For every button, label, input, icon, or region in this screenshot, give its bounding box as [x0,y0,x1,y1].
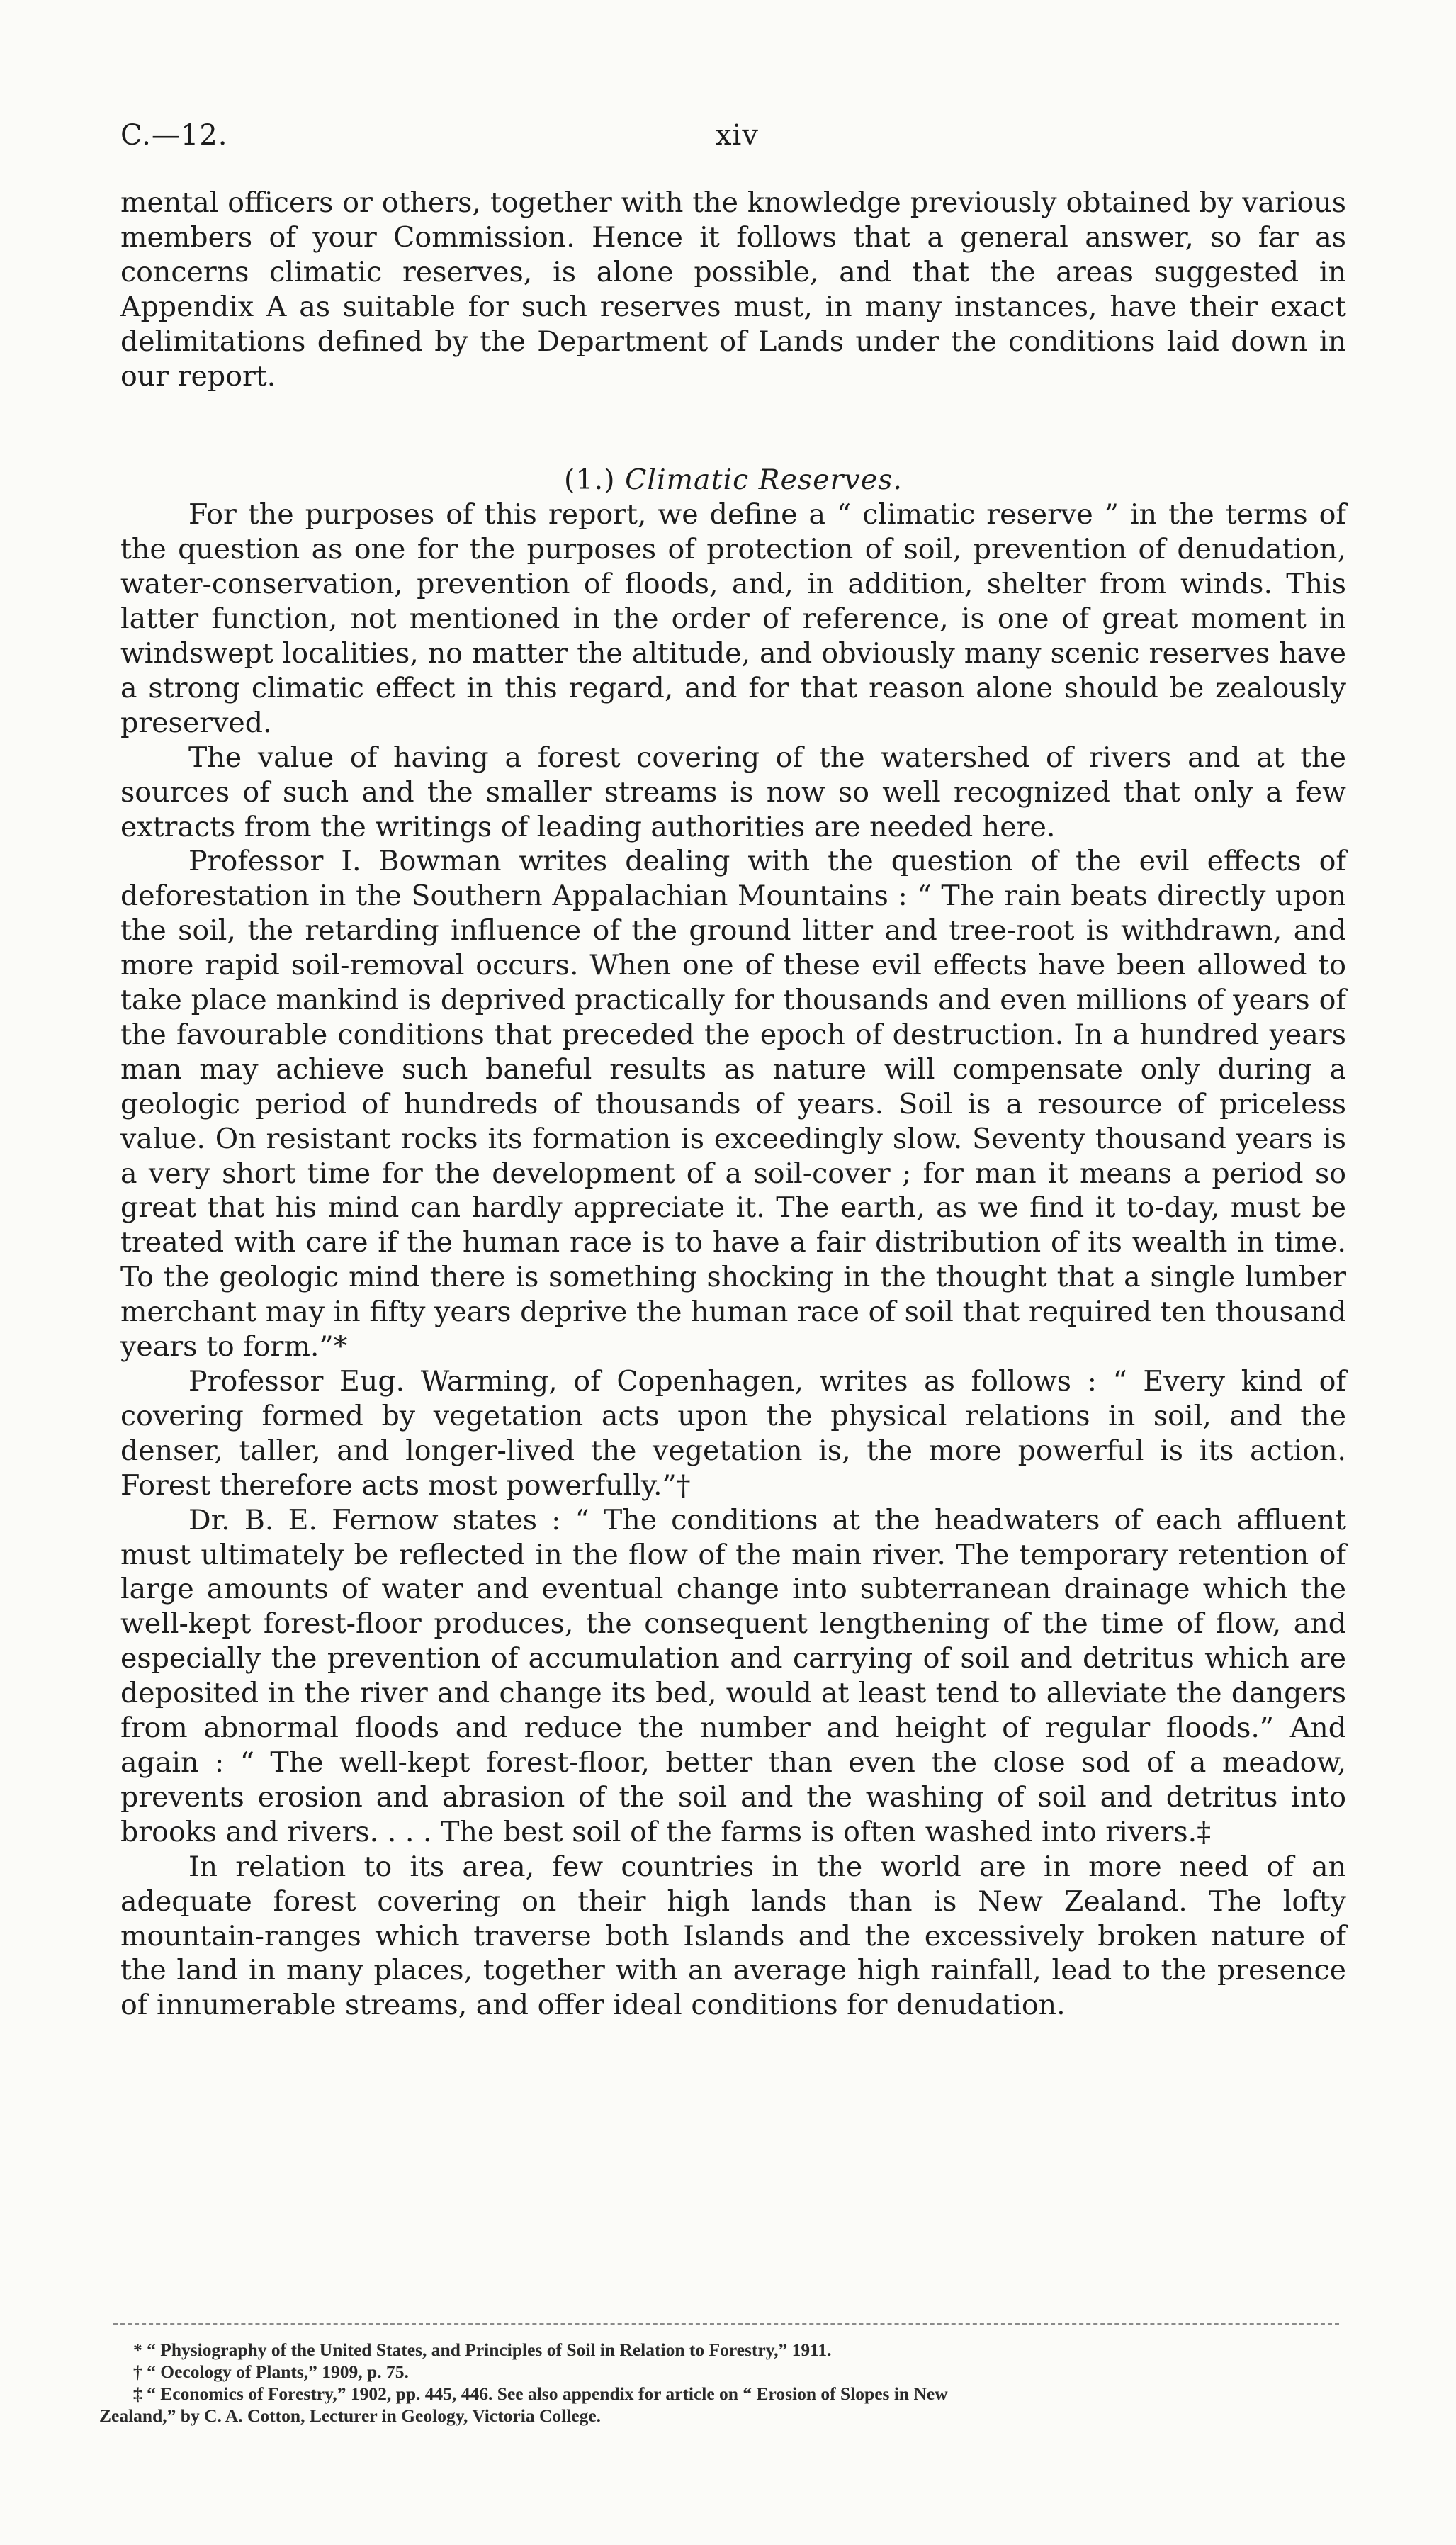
page-number: xiv [716,119,759,152]
footnote-divider [113,2323,1339,2325]
document-id: C.—12. [120,119,228,152]
page-header [120,119,1346,162]
footnote-3: ‡ “ Economics of Forestry,” 1902, pp. 445, 446. See also appendix for article on “ Erosion of Slopes in New [133,2383,948,2404]
footnote-1: * “ Physiography of the United States, and Principles of Soil in Relation to Forestry,” 1911. [133,2339,832,2360]
paragraph-value: The value of having a forest covering of the watershed of rivers and at the sources of such and the smaller streams is now so well recognized that only a few extracts from the writings of leading authorities are needed here. [120,741,1346,843]
section-title: Climatic Reserves. [625,464,903,497]
paragraph-warming-quote: Professor Eug. Warming, of Copenhagen, writes as follows : “ Every kind of covering formed by vegetation acts upon the physical relations in soil, and the denser, taller, and longer-lived the vegetation is, the more powerful is its action. Forest therefore acts most powerfully.”† [120,1365,1346,1502]
footnotes [99,2339,1346,2427]
paragraph-fernow-quote: Dr. B. E. Fernow states : “ The conditions at the headwaters of each affluent must ultimately be reflected in the flow of the main river. The temporary retention of large amounts of water and eventual change into subterranean drainage which the well-kept forest-floor produces, the consequent lengthening of the time of flow, and especially the prevention of accumulation and carrying of soil and detritus which are deposited in the river and change its bed, would at least tend to alleviate the dangers from abnormal floods and reduce the number and height of regular floods.” And again : “ The well-kept forest-floor, better than even the close sod of a meadow, prevents erosion and abrasion of the soil and the washing of soil and detritus into brooks and rivers. . . . The best soil of the farms is often washed into rivers.‡ [120,1503,1346,1848]
paragraph-bowman-quote: Professor I. Bowman writes dealing with the question of the evil effects of deforestation in the Southern Appalachian Mountains : “ The rain beats directly upon the soil, the retarding influence of the ground litter and tree-root is withdrawn, and more rapid soil-removal occurs. When one of these evil effects have been allowed to take place mankind is deprived practically for thousands and even millions of years of the favourable conditions that preceded the epoch of destruction. In a hundred years man may achieve such baneful results as nature will compensate only during a geologic period of hundreds of thousands of years. Soil is a resource of priceless value. On resistant rocks its formation is exceedingly slow. Seventy thousand years is a very short time for the development of a soil-cover ; for man it means a period so great that his mind can hardly appreciate it. The earth, as we find it to-day, must be treated with care if the human race is to have a fair distribution of its wealth in time. To the geologic mind there is something shocking in the thought that a single lumber merchant may in fifty years deprive the human race of soil that required ten thousand years to form.”* [120,845,1346,1364]
paragraph-definition: For the purposes of this report, we define a “ climatic reserve ” in the terms of the question as one for the purposes of protection of soil, prevention of denudation, water-conservation, prevention of floods, and, in addition, shelter from winds. This latter function, not mentioned in the order of reference, is one of great moment in windswept localities, no matter the altitude, and obviously many scenic reserves have a strong climatic effect in this regard, and for that reason alone should be zealously preserved. [120,498,1346,739]
footnote-3-continued: Zealand,” by C. A. Cotton, Lecturer in Geology, Victoria College. [99,2405,602,2426]
footnote-2: † “ Oecology of Plants,” 1909, p. 75. [133,2361,409,2382]
paragraph-new-zealand: In relation to its area, few countries in the world are in more need of an adequate forest covering on their high lands than is New Zealand. The lofty mountain-ranges which traverse both Islands and the excessively broken nature of the land in many places, together with an average high rainfall, lead to the presence of innumerable streams, and offer ideal conditions for denudation. [120,1850,1346,2022]
paragraph-continued: mental officers or others, together with the knowledge previously obtained by various members of your Commission. Hence it follows that a general answer, so far as concerns climatic reserves, is alone possible, and that the areas suggested in Appendix A as suitable for such reserves must, in many instances, have their exact delimitations defined by the Department of Lands under the conditions laid down in our report. [120,186,1346,393]
body-text [120,186,1346,2023]
section-heading [120,463,1346,498]
section-number: (1.) [564,464,616,497]
